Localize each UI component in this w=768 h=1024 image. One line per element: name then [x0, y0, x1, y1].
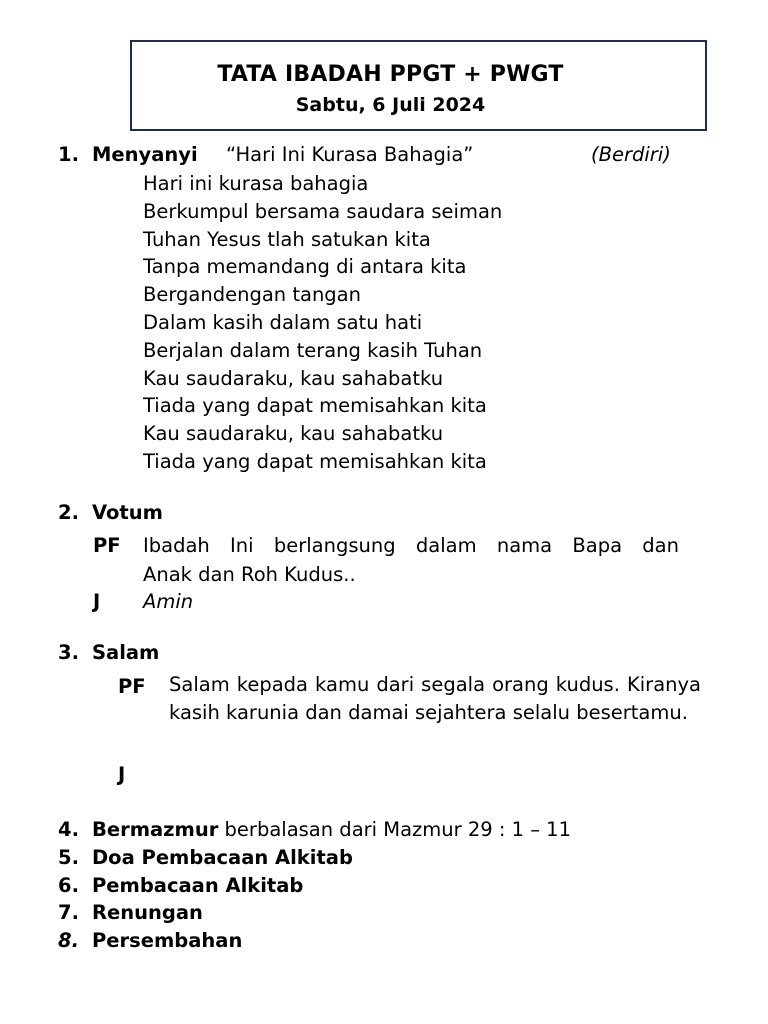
- lyric-line: Tiada yang dapat memisahkan kita: [143, 394, 487, 417]
- item-8-number: 8.: [58, 929, 79, 952]
- document-date: Sabtu, 6 Juli 2024: [295, 94, 486, 116]
- item-3-number: 3.: [58, 641, 79, 664]
- item-6-label: Pembacaan Alkitab: [92, 874, 304, 897]
- votum-pf-speaker: PF: [93, 534, 121, 557]
- item-3-label: Salam: [92, 641, 160, 664]
- item-4-number: 4.: [58, 818, 79, 841]
- item-7-number: 7.: [58, 901, 79, 924]
- votum-pf-text-line1: Ibadah Ini berlangsung dalam nama Bapa dan: [143, 534, 679, 557]
- lyric-line: Tiada yang dapat memisahkan kita: [143, 450, 487, 473]
- item-1-song-title: “Hari Ini Kurasa Bahagia”: [226, 143, 474, 166]
- document-title: TATA IBADAH PPGT + PWGT: [217, 62, 564, 87]
- votum-pf-text-line2: Anak dan Roh Kudus..: [143, 563, 356, 586]
- item-5-label: Doa Pembacaan Alkitab: [92, 846, 353, 869]
- item-8-label: Persembahan: [92, 929, 243, 952]
- item-4-rest: berbalasan dari Mazmur 29 : 1 – 11: [218, 818, 571, 841]
- item-2-label: Votum: [92, 501, 163, 524]
- item-2-number: 2.: [58, 501, 79, 524]
- item-1-posture: (Berdiri): [591, 143, 671, 166]
- item-4-label: Bermazmur: [92, 818, 219, 841]
- votum-j-speaker: J: [93, 590, 101, 613]
- item-6-number: 6.: [58, 874, 79, 897]
- lyric-line: Hari ini kurasa bahagia: [143, 172, 369, 195]
- lyric-line: Berjalan dalam terang kasih Tuhan: [143, 339, 483, 362]
- lyric-line: Dalam kasih dalam satu hati: [143, 311, 423, 334]
- lyric-line: Kau saudaraku, kau sahabatku: [143, 422, 444, 445]
- lyric-line: Bergandengan tangan: [143, 283, 361, 306]
- item-1-number: 1.: [58, 143, 79, 166]
- salam-pf-text: Salam kepada kamu dari segala orang kudus. Kiranya kasih karunia dan damai sejahtera selalu besertamu.: [169, 673, 701, 724]
- title-box: [130, 40, 707, 131]
- lyric-line: Tanpa memandang di antara kita: [143, 255, 467, 278]
- lyric-line: Kau saudaraku, kau sahabatku: [143, 367, 444, 390]
- salam-pf-speaker: PF: [118, 675, 146, 698]
- item-7-label: Renungan: [92, 901, 203, 924]
- item-5-number: 5.: [58, 846, 79, 869]
- item-1-label: Menyanyi: [92, 143, 198, 166]
- lyric-line: Tuhan Yesus tlah satukan kita: [143, 228, 431, 251]
- item-4-text: [92, 818, 571, 841]
- lyric-line: Berkumpul bersama saudara seiman: [143, 200, 503, 223]
- salam-j-speaker: J: [118, 763, 126, 786]
- votum-j-text: Amin: [143, 590, 194, 613]
